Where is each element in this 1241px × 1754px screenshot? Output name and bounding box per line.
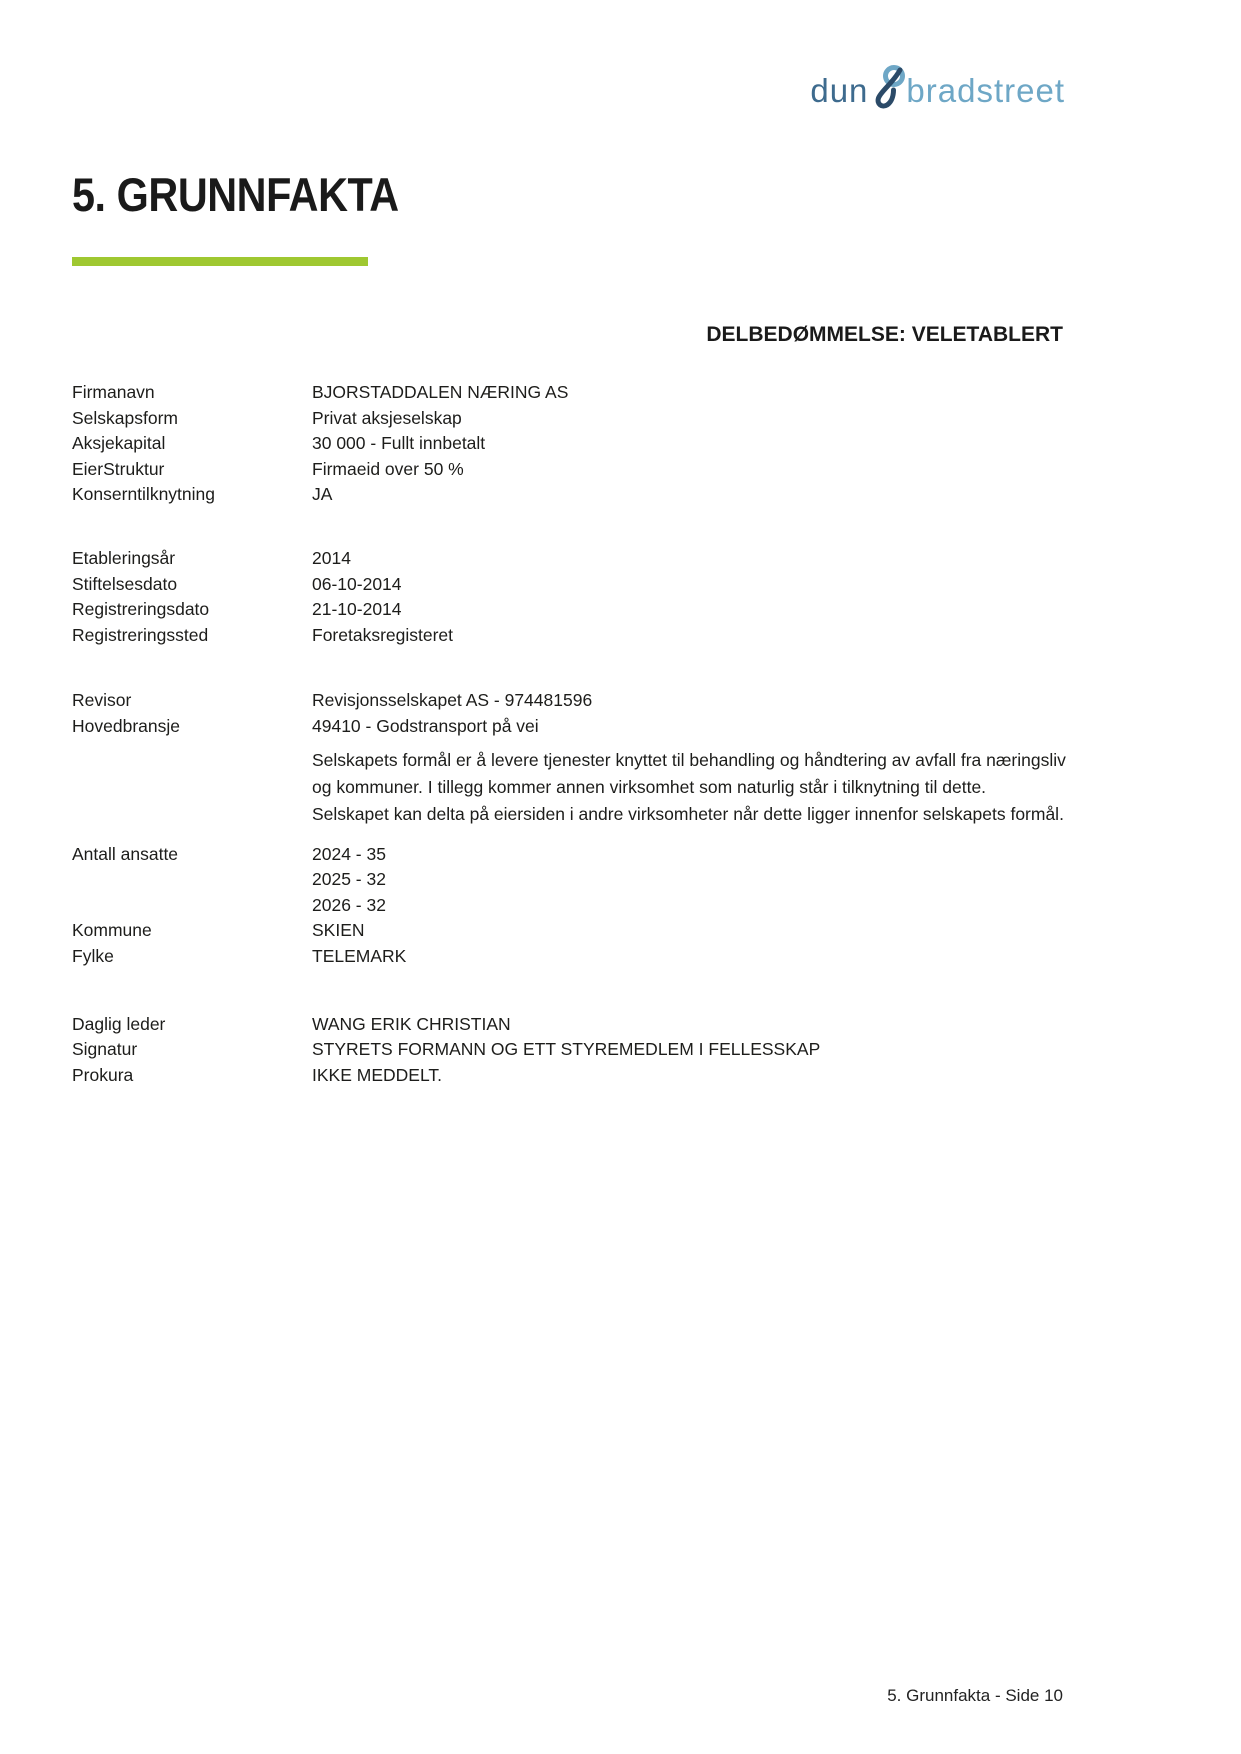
- fact-label: Fylke: [72, 945, 114, 966]
- fact-label: Prokura: [72, 1064, 134, 1085]
- fact-row-prokura: [72, 1063, 1072, 1089]
- employee-count-2024: 2024 - 35: [312, 843, 386, 864]
- fact-label: Revisor: [72, 690, 132, 711]
- fact-label: Selskapsform: [72, 407, 179, 428]
- fact-row-etableringsar: [72, 546, 1072, 572]
- fact-label: Konserntilknytning: [72, 484, 215, 505]
- registration-group: [72, 546, 1072, 648]
- employee-count-2025: 2025 - 32: [312, 869, 386, 890]
- page-title: 5. GRUNNFAKTA: [72, 168, 399, 221]
- fact-row-revisor: [72, 688, 1072, 714]
- fact-row-stiftelsesdato: [72, 572, 1072, 598]
- fact-label: Aksjekapital: [72, 433, 166, 454]
- fact-label: Hovedbransje: [72, 715, 180, 736]
- fact-row-fylke: [72, 944, 1072, 970]
- fact-row-kommune: [72, 918, 1072, 944]
- logo-word-bradstreet: bradstreet: [906, 71, 1065, 109]
- assessment-heading: DELBEDØMMELSE: VELETABLERT: [706, 323, 1063, 346]
- fact-label: Kommune: [72, 920, 152, 941]
- ampersand-icon: [871, 64, 907, 110]
- fact-label: Stiftelsesdato: [72, 573, 178, 594]
- fact-row-registreringssted: [72, 623, 1072, 649]
- fact-row-signatur: [72, 1037, 1072, 1063]
- fact-value: BJORSTADDALEN NÆRING AS: [312, 382, 569, 402]
- fact-label: Registreringsdato: [72, 599, 210, 620]
- fact-value: 30 000 - Fullt innbetalt: [312, 433, 486, 454]
- fact-value: 06-10-2014: [312, 573, 402, 594]
- fact-row-hovedbransje: [72, 714, 1072, 740]
- employee-count-2026: 2026 - 32: [312, 894, 386, 915]
- fact-value: JA: [312, 484, 333, 505]
- management-group: [72, 1012, 1072, 1089]
- company-purpose-paragraph: Selskapets formål er å levere tjenester knyttet til behandling og håndtering av avfall fra næringsliv og kommuner. I tillegg kommer annen virksomhet som naturlig står i tilknytning til dette. Selskapet kan delta på eiersiden i andre virksomheter når dette ligger innenfor selskapets formål.: [312, 749, 1066, 824]
- fact-value: Foretaksregisteret: [312, 624, 454, 645]
- dun-and-bradstreet-logo: [810, 70, 1065, 110]
- fact-label: Firmanavn: [72, 382, 155, 402]
- fact-value: 49410 - Godstransport på vei: [312, 715, 539, 736]
- title-accent-bar: [72, 257, 368, 266]
- fact-label: Daglig leder: [72, 1013, 166, 1034]
- fact-value: TELEMARK: [312, 945, 407, 966]
- business-group: [72, 688, 1072, 969]
- employee-count-list: [312, 842, 1072, 919]
- fact-value: SKIEN: [312, 920, 365, 941]
- fact-row-selskapsform: [72, 406, 1072, 432]
- fact-value: Revisjonsselskapet AS - 974481596: [312, 690, 593, 711]
- fact-row-konserntilknytning: [72, 482, 1072, 508]
- fact-sheet: [72, 380, 1072, 1088]
- fact-row-eierstruktur: [72, 457, 1072, 483]
- fact-value: 2014: [312, 547, 351, 568]
- fact-value: IKKE MEDDELT.: [312, 1064, 442, 1085]
- fact-label: EierStruktur: [72, 458, 165, 479]
- fact-row-registreringsdato: [72, 597, 1072, 623]
- fact-label: Registreringssted: [72, 624, 209, 645]
- fact-row-daglig-leder: [72, 1012, 1072, 1038]
- fact-row-aksjekapital: [72, 431, 1072, 457]
- fact-value: 21-10-2014: [312, 599, 402, 620]
- fact-value: Firmaeid over 50 %: [312, 458, 464, 479]
- fact-label: Etableringsår: [72, 547, 176, 568]
- page-footer: 5. Grunnfakta - Side 10: [887, 1686, 1063, 1705]
- fact-value: STYRETS FORMANN OG ETT STYREMEDLEM I FELLESSKAP: [312, 1039, 821, 1060]
- fact-label: Antall ansatte: [72, 843, 179, 864]
- fact-row-antall-ansatte: [72, 842, 1072, 919]
- company-group: [72, 380, 1072, 508]
- fact-value: WANG ERIK CHRISTIAN: [312, 1013, 511, 1034]
- fact-label: Signatur: [72, 1039, 138, 1060]
- logo-word-dun: dun: [810, 71, 869, 109]
- fact-row-firmanavn: [72, 380, 1072, 406]
- fact-value: Privat aksjeselskap: [312, 407, 462, 428]
